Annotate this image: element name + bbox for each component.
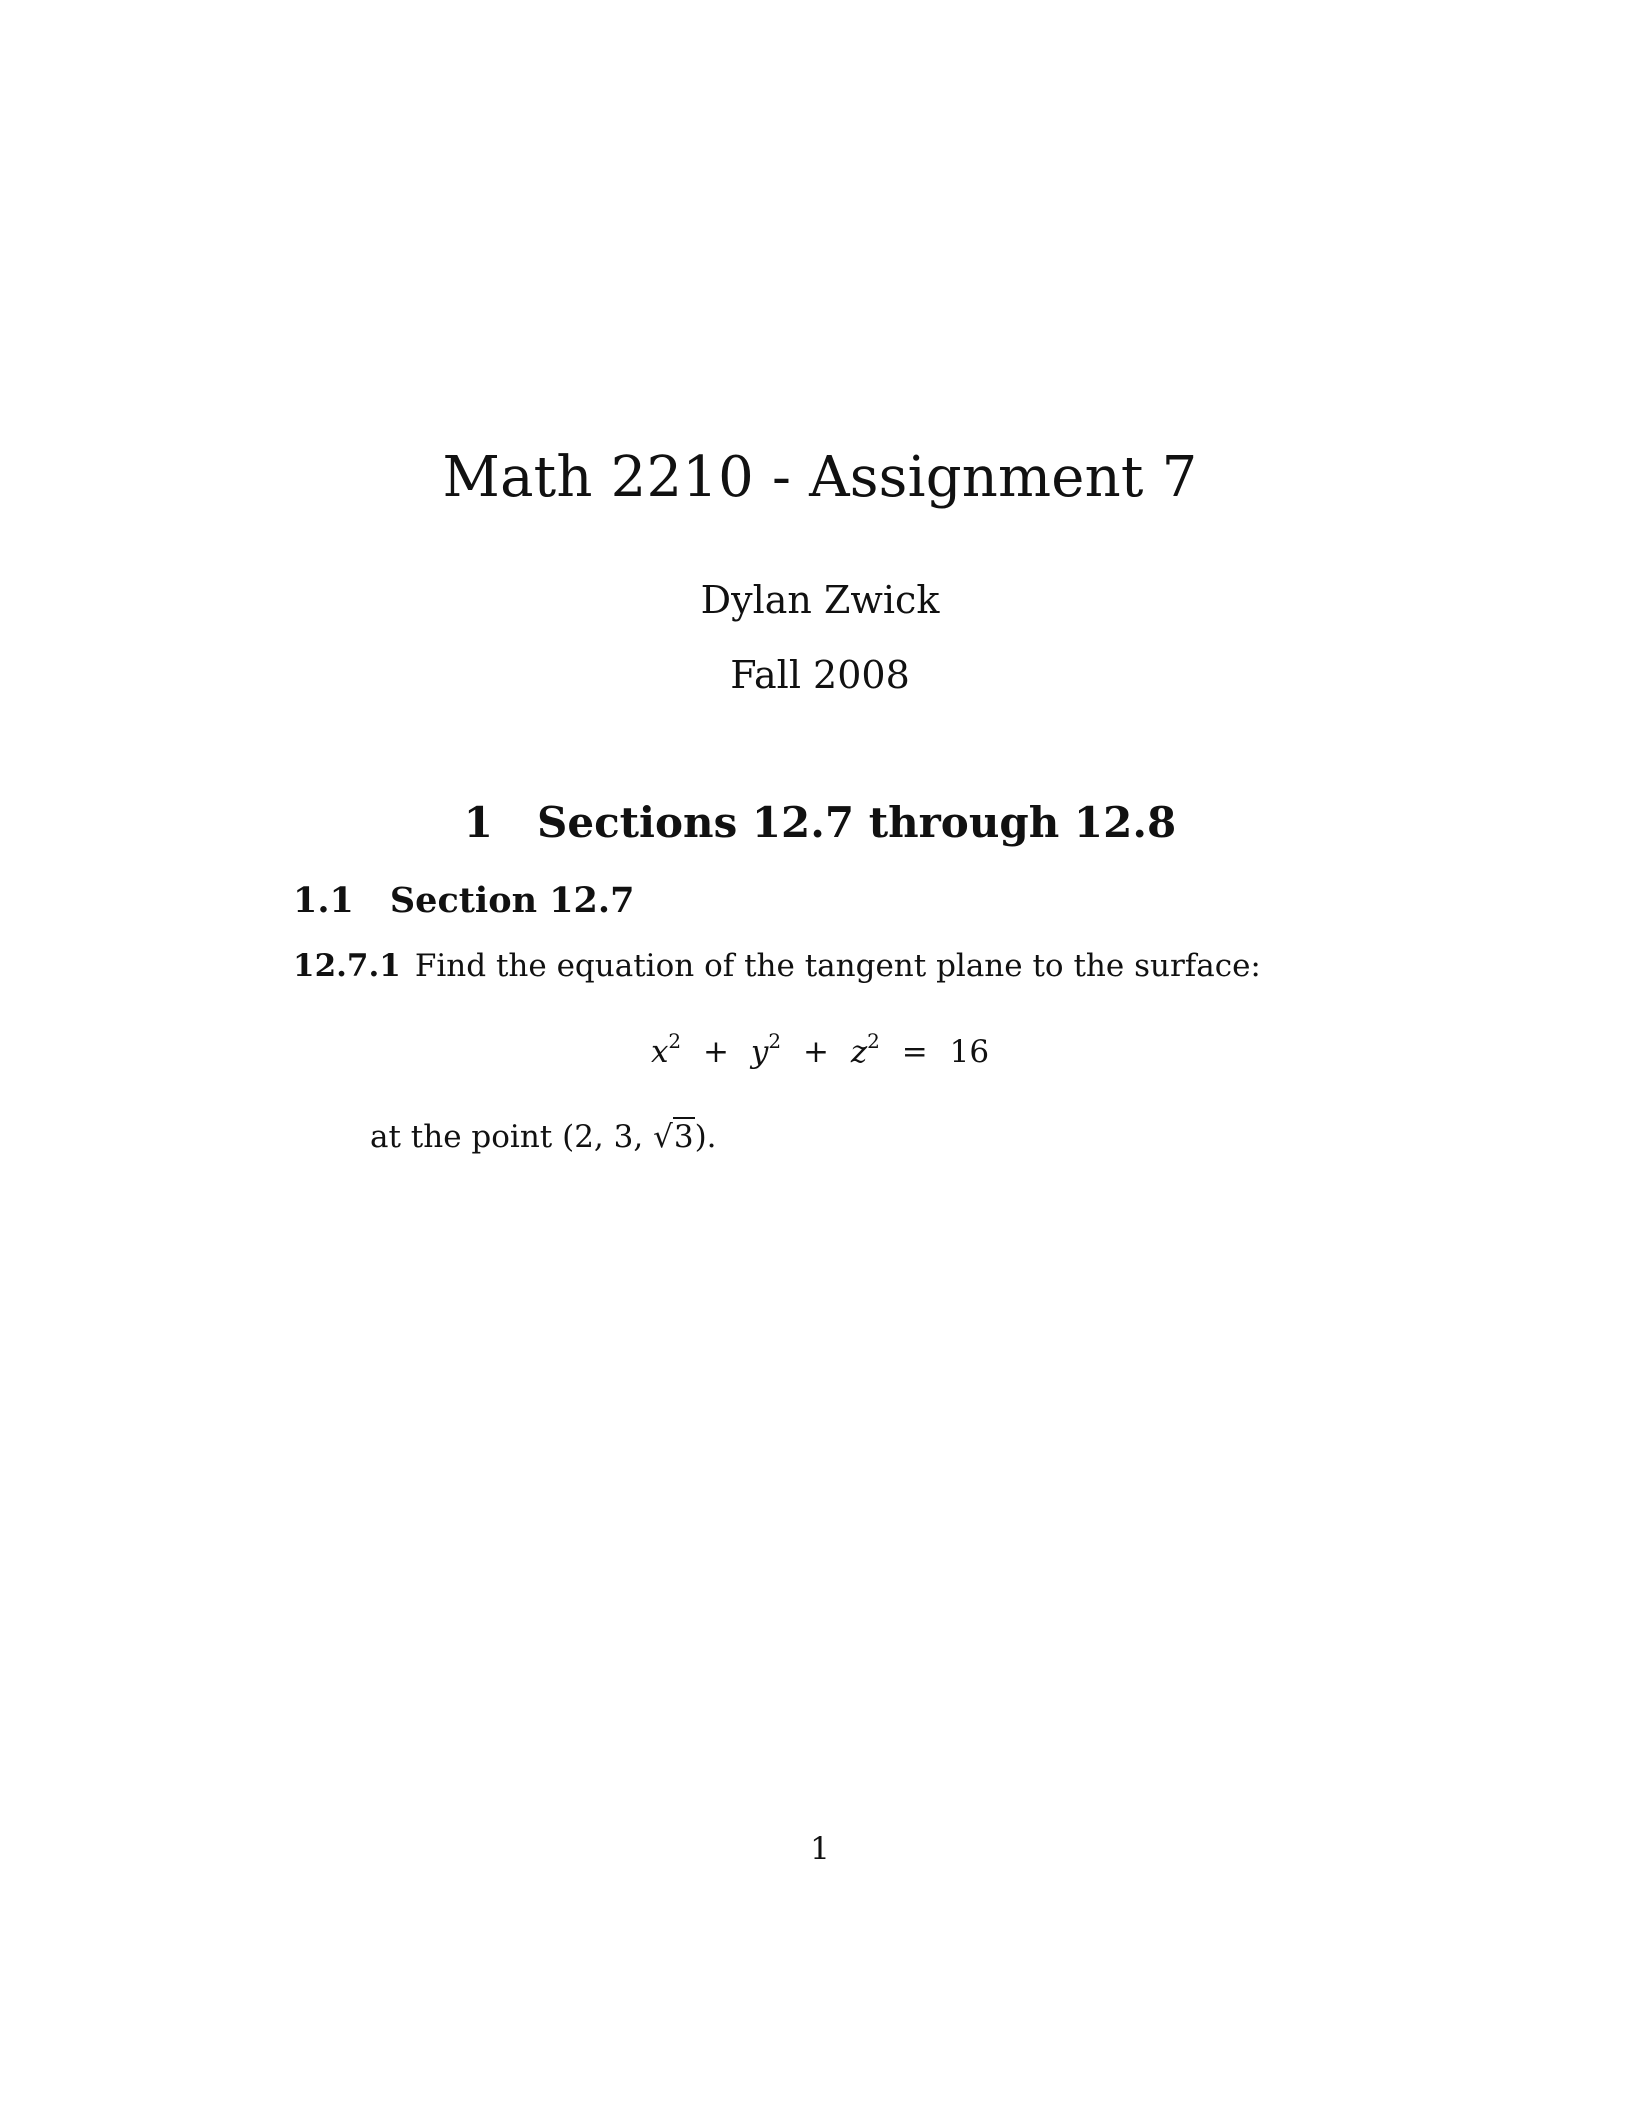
equation-x: x <box>650 1034 669 1070</box>
display-equation <box>0 1030 1640 1074</box>
equation-z: z <box>850 1034 868 1070</box>
equation-rhs: 16 <box>949 1034 990 1070</box>
problem-statement <box>293 945 1261 987</box>
section-title: Sections 12.7 through 12.8 <box>537 798 1177 847</box>
equation-x-exponent: 2 <box>668 1029 682 1053</box>
equation-plus-1: + <box>703 1034 729 1070</box>
page-number: 1 <box>810 1831 830 1867</box>
document-date: Fall 2008 <box>730 653 910 697</box>
problem-number: 12.7.1 <box>293 948 401 984</box>
equation-z-exponent: 2 <box>867 1029 880 1053</box>
sqrt-symbol: √ <box>653 1119 673 1155</box>
section-heading <box>0 795 1640 851</box>
problem-text: Find the equation of the tangent plane to the surface: <box>414 948 1261 984</box>
subsection-number: 1.1 <box>293 880 354 921</box>
equation-y: y <box>750 1034 769 1070</box>
subsection-heading <box>293 878 634 924</box>
equation-plus-2: + <box>802 1034 829 1070</box>
document-author: Dylan Zwick <box>700 578 940 622</box>
section-number: 1 <box>463 798 494 847</box>
document-title: Math 2210 - Assignment 7 <box>442 445 1198 510</box>
subsection-title: Section 12.7 <box>389 880 635 921</box>
equation-y-exponent: 2 <box>768 1029 782 1053</box>
point-prefix: at the point (2, 3, <box>370 1119 654 1155</box>
point-statement <box>370 1115 717 1159</box>
equation-equals: = <box>901 1034 928 1070</box>
sqrt-radicand: 3 <box>673 1119 694 1155</box>
point-suffix: ). <box>694 1119 717 1155</box>
sqrt-expression <box>653 1115 695 1159</box>
